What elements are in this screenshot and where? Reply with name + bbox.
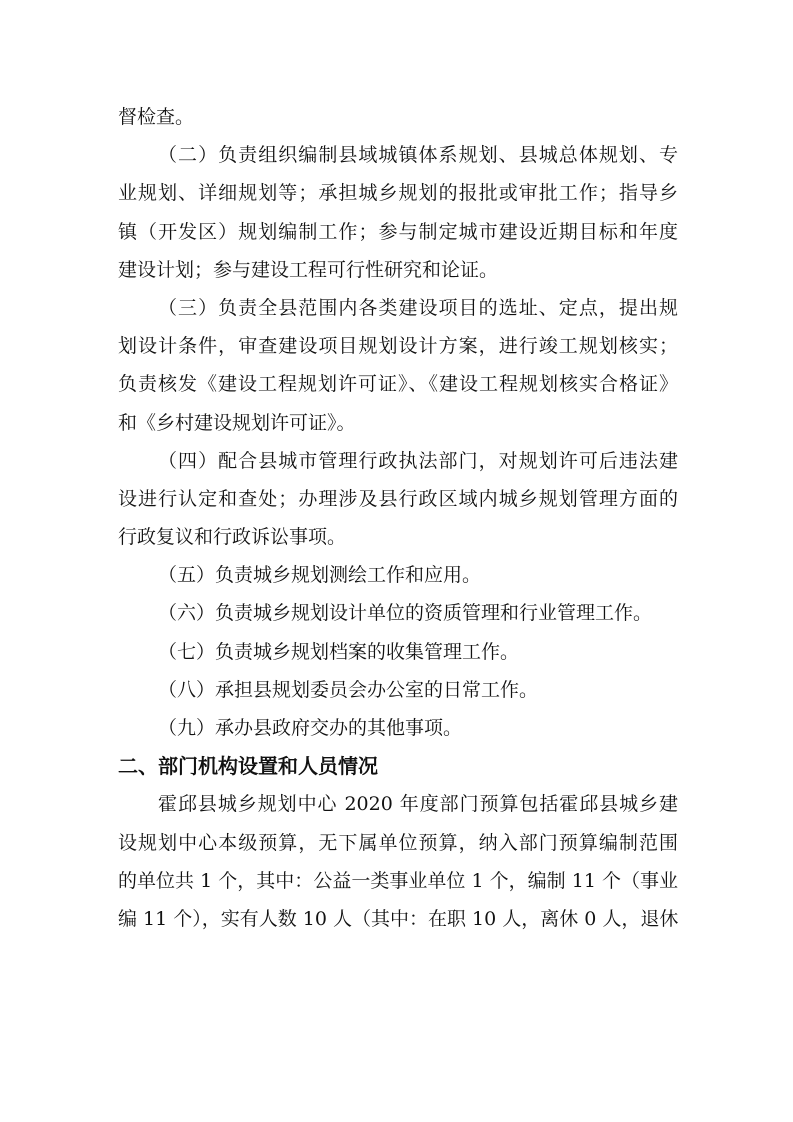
paragraph-line: 行政复议和行政诉讼事项。 <box>118 526 347 549</box>
item-7-paragraph: （七）负责城乡规划档案的收集管理工作。 <box>158 640 520 663</box>
paragraph-line: 设进行认定和查处；办理涉及县行政区域内城乡规划管理方面的 <box>118 487 678 510</box>
item-4-paragraph <box>118 442 678 557</box>
section-2-paragraph <box>118 785 678 938</box>
paragraph-line: 划设计条件，审查建设项目规划设计方案，进行竣工规划核实； <box>118 335 678 358</box>
item-3-paragraph <box>118 289 678 442</box>
paragraph-line: 业规划、详细规划等；承担城乡规划的报批或审批工作；指导乡 <box>118 182 678 205</box>
item-8-paragraph: （八）承担县规划委员会办公室的日常工作。 <box>158 678 539 701</box>
item-6-paragraph: （六）负责城乡规划设计单位的资质管理和行业管理工作。 <box>158 602 653 625</box>
paragraph-line: 负责核发《建设工程规划许可证》、《建设工程规划核实合格证》 <box>118 373 678 396</box>
paragraph-line: 的单位共 1 个，其中：公益一类事业单位 1 个，编制 11 个（事业 <box>118 869 678 892</box>
item-9-paragraph: （九）承办县政府交办的其他事项。 <box>158 717 463 739</box>
section-heading: 二、部门机构设置和人员情况 <box>118 754 378 779</box>
paragraph-line: （二）负责组织编制县域城镇体系规划、县城总体规划、专 <box>158 144 678 167</box>
item-2-paragraph <box>118 136 678 289</box>
paragraph-line: 建设计划；参与建设工程可行性研究和论证。 <box>118 258 499 281</box>
paragraph-line: 和《乡村建设规划许可证》。 <box>118 411 356 434</box>
paragraph-line: （三）负责全县范围内各类建设项目的选址、定点，提出规 <box>158 296 678 319</box>
document-body <box>118 98 678 938</box>
paragraph-line: 镇（开发区）规划编制工作；参与制定城市建设近期目标和年度 <box>118 220 678 243</box>
paragraph-line: 编 11 个），实有人数 10 人（其中：在职 10 人，离休 0 人，退休 <box>118 907 679 930</box>
paragraph-line: （四）配合县城市管理行政执法部门，对规划许可后违法建 <box>158 449 678 472</box>
paragraph-line: 督检查。 <box>118 106 195 128</box>
item-5-paragraph: （五）负责城乡规划测绘工作和应用。 <box>158 564 482 587</box>
paragraph-line: 霍邱县城乡规划中心 2020 年度部门预算包括霍邱县城乡建 <box>158 793 678 816</box>
paragraph-line: 设规划中心本级预算，无下属单位预算，纳入部门预算编制范围 <box>118 831 678 854</box>
